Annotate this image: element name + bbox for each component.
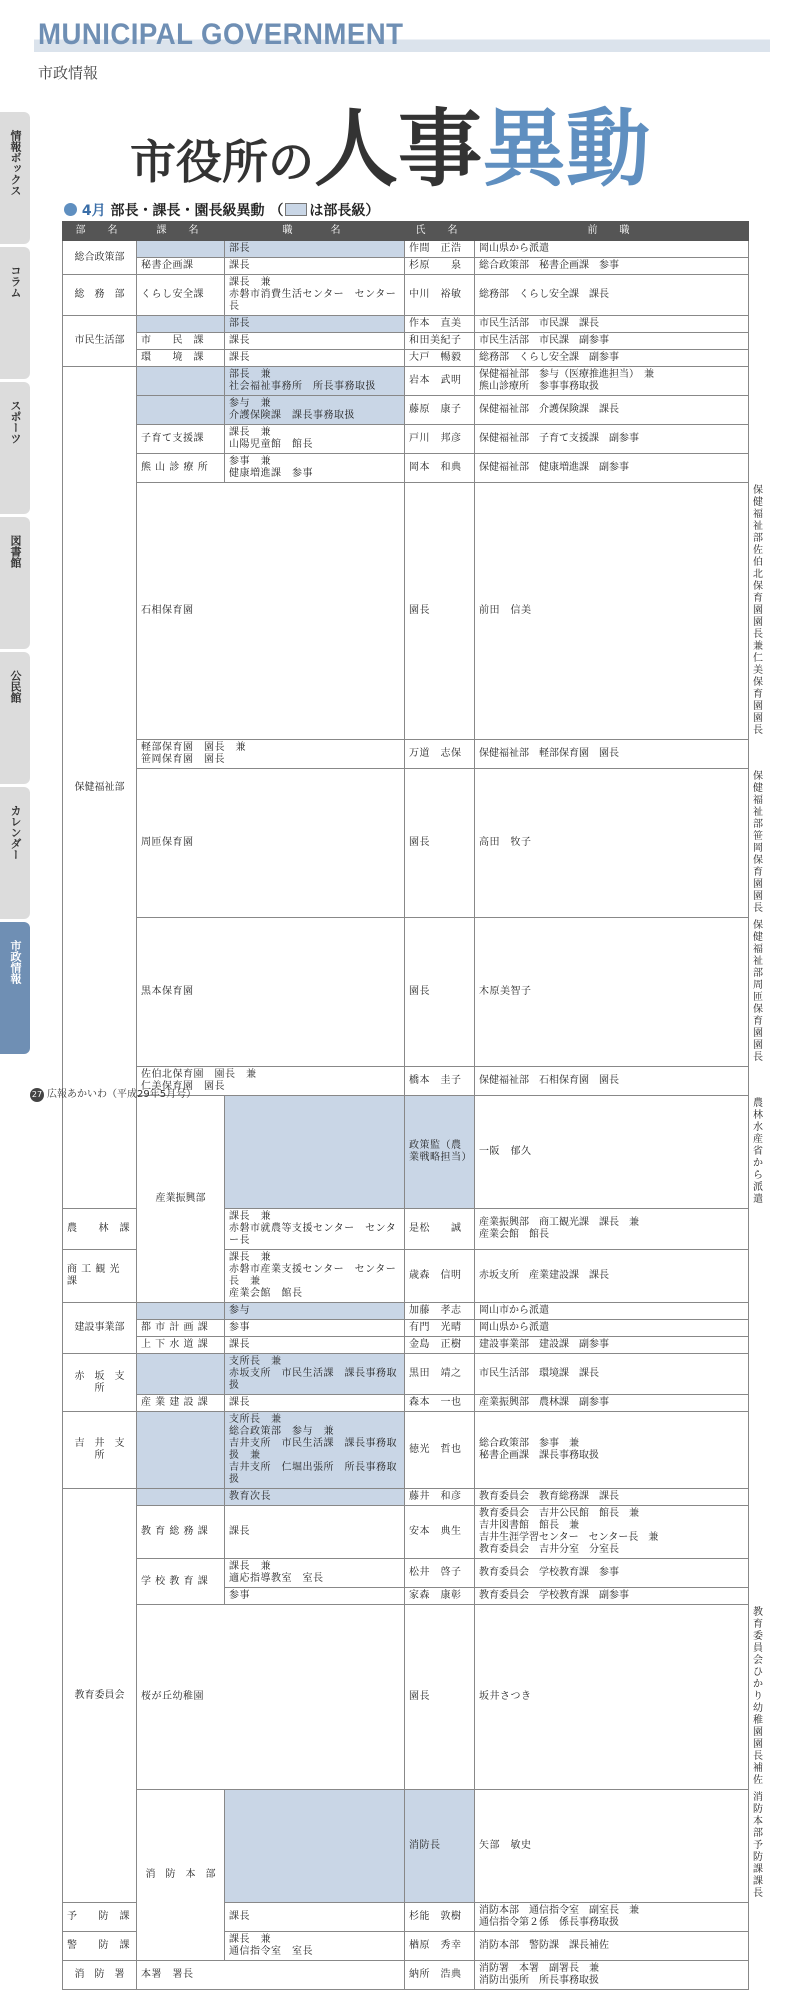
section-cell bbox=[137, 1354, 225, 1395]
previous-post-cell: 消防本部 通信指令室 副室長 兼 通信指令第２係 係長事務取扱 bbox=[475, 1903, 749, 1932]
position-cell: 園長 bbox=[405, 483, 475, 740]
position-cell: 園長 bbox=[405, 769, 475, 918]
name-cell: 安本 典生 bbox=[405, 1506, 475, 1559]
dept-cell: 吉 井 支 所 bbox=[63, 1412, 137, 1489]
footer-text: 広報あかいわ（平成29年5月号） bbox=[47, 1089, 197, 1100]
name-cell: 是松 誠 bbox=[405, 1209, 475, 1250]
side-tab-label: 公民館 bbox=[9, 670, 22, 703]
section-label: 部長・課長・園長級異動 bbox=[110, 203, 265, 219]
name-cell: 家森 康彰 bbox=[405, 1588, 475, 1605]
previous-post-cell: 市民生活部 市民課 副参事 bbox=[475, 333, 749, 350]
table-row bbox=[63, 333, 749, 350]
name-cell: 岩本 武明 bbox=[405, 367, 475, 396]
position-cell: 部長 兼 社会福祉事務所 所長事務取扱 bbox=[225, 367, 405, 396]
dept-cell: 赤 坂 支 所 bbox=[63, 1354, 137, 1412]
table-row bbox=[63, 367, 749, 396]
position-cell: 参事 bbox=[225, 1588, 405, 1605]
dept-cell: 総 務 部 bbox=[63, 275, 137, 316]
table-row bbox=[63, 454, 749, 483]
previous-post-cell: 保健福祉部 軽部保育園 園長 bbox=[475, 740, 749, 769]
name-cell: 森本 一也 bbox=[405, 1395, 475, 1412]
table-row: 桜が丘幼稚園 園長 坂井さつき 教育委員会 ひかり幼稚園 園長補佐 bbox=[63, 1605, 749, 1790]
previous-post-cell: 保健福祉部 参与（医療推進担当） 兼 熊山診療所 参事事務取扱 bbox=[475, 367, 749, 396]
section-english-title: MUNICIPAL GOVERNMENT bbox=[38, 18, 404, 51]
side-tab[interactable] bbox=[0, 112, 30, 244]
legend-swatch bbox=[285, 203, 307, 216]
name-cell: 橋本 圭子 bbox=[405, 1067, 475, 1096]
position-cell: 参事 bbox=[225, 1320, 405, 1337]
page-title bbox=[130, 82, 650, 203]
side-tab-label: 図書館 bbox=[9, 535, 22, 568]
side-tabs bbox=[0, 112, 30, 1057]
previous-post-cell: 教育委員会 学校教育課 参事 bbox=[475, 1559, 749, 1588]
side-tab[interactable] bbox=[0, 787, 30, 919]
position-cell: 参与 兼 介護保険課 課長事務取扱 bbox=[225, 396, 405, 425]
name-cell: 和田美紀子 bbox=[405, 333, 475, 350]
position-cell: 課長 兼 山陽児童館 館長 bbox=[225, 425, 405, 454]
previous-post-cell: 建設事業部 建設課 副参事 bbox=[475, 1337, 749, 1354]
section-cell bbox=[225, 1790, 405, 1903]
table-row: 産業振興部 政策監（農業戦略担当） 一阪 郁久 農林水産省から派遣 bbox=[63, 1096, 749, 1209]
column-header: 氏 名 bbox=[405, 222, 475, 241]
previous-post-cell: 岡山県から派遣 bbox=[475, 241, 749, 258]
table-row bbox=[63, 1320, 749, 1337]
legend-text: は部長級） bbox=[309, 203, 380, 219]
column-header: 前 職 bbox=[475, 222, 749, 241]
position-cell: 参与 bbox=[225, 1303, 405, 1320]
page-number: 27 bbox=[30, 1088, 44, 1102]
name-cell: 坂井さつき bbox=[475, 1605, 749, 1790]
section-cell: 警 防 課 bbox=[63, 1932, 137, 1961]
previous-post-cell: 教育委員会 学校教育課 副参事 bbox=[475, 1588, 749, 1605]
position-cell: 課長 bbox=[225, 1506, 405, 1559]
section-cell: 周匝保育園 bbox=[137, 769, 405, 918]
name-cell: 戸川 邦彦 bbox=[405, 425, 475, 454]
previous-post-cell: 総合政策部 秘書企画課 参事 bbox=[475, 258, 749, 275]
position-cell: 課長 兼 赤磐市消費生活センター センター長 bbox=[225, 275, 405, 316]
name-cell: 歳森 信明 bbox=[405, 1250, 475, 1303]
previous-post-cell: 総務部 くらし安全課 副参事 bbox=[475, 350, 749, 367]
side-tab-label: 市政情報 bbox=[9, 940, 22, 984]
section-cell bbox=[137, 1489, 225, 1506]
side-tab-label: 情報ボックス bbox=[9, 130, 22, 196]
table-row bbox=[63, 275, 749, 316]
name-cell: 徳光 哲也 bbox=[405, 1412, 475, 1489]
position-cell: 課長 bbox=[225, 1395, 405, 1412]
previous-post-cell: 保健福祉部 子育て支援課 副参事 bbox=[475, 425, 749, 454]
table-row bbox=[63, 1354, 749, 1395]
previous-post-cell: 産業振興部 農林課 副参事 bbox=[475, 1395, 749, 1412]
previous-post-cell: 消防署 本署 副署長 兼 消防出張所 所長事務取扱 bbox=[475, 1961, 749, 1990]
footer bbox=[30, 1085, 196, 1102]
position-cell: 参事 兼 健康増進課 参事 bbox=[225, 454, 405, 483]
section-cell: くらし安全課 bbox=[137, 275, 225, 316]
table-row bbox=[63, 1303, 749, 1320]
section-cell bbox=[137, 396, 225, 425]
legend-open: （ bbox=[269, 203, 284, 219]
previous-post-cell: 赤坂支所 産業建設課 課長 bbox=[475, 1250, 749, 1303]
table-row bbox=[63, 258, 749, 275]
name-cell: 納所 浩典 bbox=[405, 1961, 475, 1990]
previous-post-cell: 岡山県から派遣 bbox=[475, 1320, 749, 1337]
name-cell: 松井 啓子 bbox=[405, 1559, 475, 1588]
position-cell: 課長 bbox=[225, 1903, 405, 1932]
name-cell: 岡本 和典 bbox=[405, 454, 475, 483]
table-row bbox=[63, 1337, 749, 1354]
dept-cell: 保健福祉部 bbox=[63, 367, 137, 1209]
table-row bbox=[63, 1395, 749, 1412]
section-subtitle: 市政情報 bbox=[38, 64, 99, 82]
name-cell: 藤井 和彦 bbox=[405, 1489, 475, 1506]
dept-cell: 総合政策部 bbox=[63, 241, 137, 275]
name-cell: 加藤 孝志 bbox=[405, 1303, 475, 1320]
table-row bbox=[63, 1489, 749, 1506]
position-cell: 教育次長 bbox=[225, 1489, 405, 1506]
section-cell: 秘書企画課 bbox=[137, 258, 225, 275]
name-cell: 杉原 泉 bbox=[405, 258, 475, 275]
name-cell: 高田 牧子 bbox=[475, 769, 749, 918]
section-cell: 軽部保育園 園長 兼 笹岡保育園 園長 bbox=[137, 740, 405, 769]
position-cell: 課長 bbox=[225, 1337, 405, 1354]
dept-cell: 建設事業部 bbox=[63, 1303, 137, 1354]
section-cell: 本署 署長 bbox=[137, 1961, 405, 1990]
section-heading bbox=[64, 200, 379, 220]
section-cell: 市 民 課 bbox=[137, 333, 225, 350]
position-cell: 支所長 兼 赤坂支所 市民生活課 課長事務取扱 bbox=[225, 1354, 405, 1395]
position-cell: 課長 bbox=[225, 258, 405, 275]
section-cell: 佐伯北保育園 園長 兼 仁美保育園 園長 bbox=[137, 1067, 405, 1096]
dept-cell: 市民生活部 bbox=[63, 316, 137, 367]
table-row bbox=[63, 1559, 749, 1588]
table-row bbox=[63, 740, 749, 769]
section-cell bbox=[137, 1412, 225, 1489]
table-header-row bbox=[63, 222, 749, 241]
dept-cell: 消 防 署 bbox=[63, 1961, 137, 1990]
position-cell: 課長 bbox=[225, 350, 405, 367]
position-cell: 課長 兼 適応指導教室 室長 bbox=[225, 1559, 405, 1588]
section-cell: 教 育 総 務 課 bbox=[137, 1506, 225, 1559]
side-tab-label: スポーツ bbox=[9, 400, 22, 444]
position-cell: 課長 兼 赤磐市産業支援センター センター長 兼 産業会館 館長 bbox=[225, 1250, 405, 1303]
position-cell: 園長 bbox=[405, 918, 475, 1067]
position-cell: 部長 bbox=[225, 316, 405, 333]
section-cell bbox=[137, 316, 225, 333]
side-tab[interactable] bbox=[0, 382, 30, 514]
table-row: 周匝保育園 園長 高田 牧子 保健福祉部 笹岡保育園 園長 bbox=[63, 769, 749, 918]
title-part-3: 異動 bbox=[482, 100, 651, 198]
dept-cell: 消 防 本 部 bbox=[137, 1790, 225, 1961]
previous-post-cell: 総務部 くらし安全課 課長 bbox=[475, 275, 749, 316]
section-cell: 熊 山 診 療 所 bbox=[137, 454, 225, 483]
name-cell: 楢原 秀幸 bbox=[405, 1932, 475, 1961]
previous-post-cell: 岡山市から派遣 bbox=[475, 1303, 749, 1320]
section-month: 4月 bbox=[81, 203, 106, 219]
name-cell: 一阪 郁久 bbox=[475, 1096, 749, 1209]
table-row bbox=[63, 350, 749, 367]
section-cell bbox=[137, 367, 225, 396]
previous-post-cell: 総合政策部 参事 兼 秘書企画課 課長事務取扱 bbox=[475, 1412, 749, 1489]
previous-post-cell: 教育委員会 吉井公民館 館長 兼 吉井図書館 館長 兼 吉井生涯学習センター センター長 兼 教育委員会 吉井分室 分室長 bbox=[475, 1506, 749, 1559]
section-cell: 都 市 計 画 課 bbox=[137, 1320, 225, 1337]
previous-post-cell: 保健福祉部 石相保育園 園長 bbox=[475, 1067, 749, 1096]
table-row bbox=[63, 241, 749, 258]
name-cell: 前田 信美 bbox=[475, 483, 749, 740]
previous-post-cell: 市民生活部 環境課 課長 bbox=[475, 1354, 749, 1395]
previous-post-cell: 保健福祉部 介護保険課 課長 bbox=[475, 396, 749, 425]
side-tab-label: カレンダー bbox=[9, 805, 22, 860]
table-row bbox=[63, 316, 749, 333]
bullet-dot-icon bbox=[64, 203, 77, 216]
side-tab-label: コラム bbox=[9, 265, 22, 298]
section-cell: 黒本保育園 bbox=[137, 918, 405, 1067]
previous-post-cell: 教育委員会 教育総務課 課長 bbox=[475, 1489, 749, 1506]
section-cell bbox=[137, 241, 225, 258]
side-tab[interactable] bbox=[0, 517, 30, 649]
table-row: 石相保育園 園長 前田 信美 保健福祉部 佐伯北保育園 園長 兼 仁美保育園 園長 bbox=[63, 483, 749, 740]
section-cell: 農 林 課 bbox=[63, 1209, 137, 1250]
position-cell: 園長 bbox=[405, 1605, 475, 1790]
column-header: 課 名 bbox=[137, 222, 225, 241]
name-cell: 大戸 暢毅 bbox=[405, 350, 475, 367]
table-row: 黒本保育園 園長 木原美智子 保健福祉部 周匝保育園 園長 bbox=[63, 918, 749, 1067]
position-cell: 課長 bbox=[225, 333, 405, 350]
name-cell: 杉能 敦樹 bbox=[405, 1903, 475, 1932]
table-row bbox=[63, 1412, 749, 1489]
section-cell: 環 境 課 bbox=[137, 350, 225, 367]
table-row bbox=[63, 1506, 749, 1559]
column-header: 職 名 bbox=[225, 222, 405, 241]
position-cell: 消防長 bbox=[405, 1790, 475, 1903]
table-row bbox=[63, 396, 749, 425]
position-cell: 政策監（農業戦略担当） bbox=[405, 1096, 475, 1209]
name-cell: 藤原 康子 bbox=[405, 396, 475, 425]
name-cell: 金島 正樹 bbox=[405, 1337, 475, 1354]
dept-cell: 産業振興部 bbox=[137, 1096, 225, 1303]
position-cell: 部長 bbox=[225, 241, 405, 258]
name-cell: 有門 光晴 bbox=[405, 1320, 475, 1337]
personnel-table bbox=[62, 221, 773, 1990]
previous-post-cell: 消防本部 警防課 課長補佐 bbox=[475, 1932, 749, 1961]
section-cell: 上 下 水 道 課 bbox=[137, 1337, 225, 1354]
section-cell: 子育て支援課 bbox=[137, 425, 225, 454]
name-cell: 木原美智子 bbox=[475, 918, 749, 1067]
name-cell: 万道 志保 bbox=[405, 740, 475, 769]
section-cell: 予 防 課 bbox=[63, 1903, 137, 1932]
position-cell: 課長 兼 通信指令室 室長 bbox=[225, 1932, 405, 1961]
position-cell: 課長 兼 赤磐市就農等支援センター センター長 bbox=[225, 1209, 405, 1250]
section-cell bbox=[225, 1096, 405, 1209]
title-part-2: 人事 bbox=[314, 100, 483, 198]
section-cell: 石相保育園 bbox=[137, 483, 405, 740]
previous-post-cell: 産業振興部 商工観光課 課長 兼 産業会館 館長 bbox=[475, 1209, 749, 1250]
side-tab[interactable] bbox=[0, 247, 30, 379]
title-part-1: 市役所の bbox=[130, 135, 314, 189]
table-row bbox=[63, 425, 749, 454]
section-cell: 桜が丘幼稚園 bbox=[137, 1605, 405, 1790]
name-cell: 中川 裕敏 bbox=[405, 275, 475, 316]
name-cell: 作間 正浩 bbox=[405, 241, 475, 258]
section-cell bbox=[137, 1303, 225, 1320]
table-row bbox=[63, 1961, 749, 1990]
name-cell: 矢部 敏史 bbox=[475, 1790, 749, 1903]
table-body bbox=[63, 241, 773, 1990]
previous-post-cell: 市民生活部 市民課 課長 bbox=[475, 316, 749, 333]
column-header: 部 名 bbox=[63, 222, 137, 241]
section-cell: 商 工 観 光 課 bbox=[63, 1250, 137, 1303]
section-cell: 産 業 建 設 課 bbox=[137, 1395, 225, 1412]
previous-post-cell: 保健福祉部 健康増進課 副参事 bbox=[475, 454, 749, 483]
section-cell: 学 校 教 育 課 bbox=[137, 1559, 225, 1605]
name-cell: 作本 直美 bbox=[405, 316, 475, 333]
table-row: 消 防 本 部 消防長 矢部 敏史 消防本部 予防課 課長 bbox=[63, 1790, 749, 1903]
name-cell: 黒田 靖之 bbox=[405, 1354, 475, 1395]
side-tab[interactable] bbox=[0, 922, 30, 1054]
dept-cell: 教育委員会 bbox=[63, 1489, 137, 1903]
position-cell: 支所長 兼 総合政策部 参与 兼 吉井支所 市民生活課 課長事務取扱 兼 吉井支所 仁堀出張所 所長事務取扱 bbox=[225, 1412, 405, 1489]
side-tab[interactable] bbox=[0, 652, 30, 784]
